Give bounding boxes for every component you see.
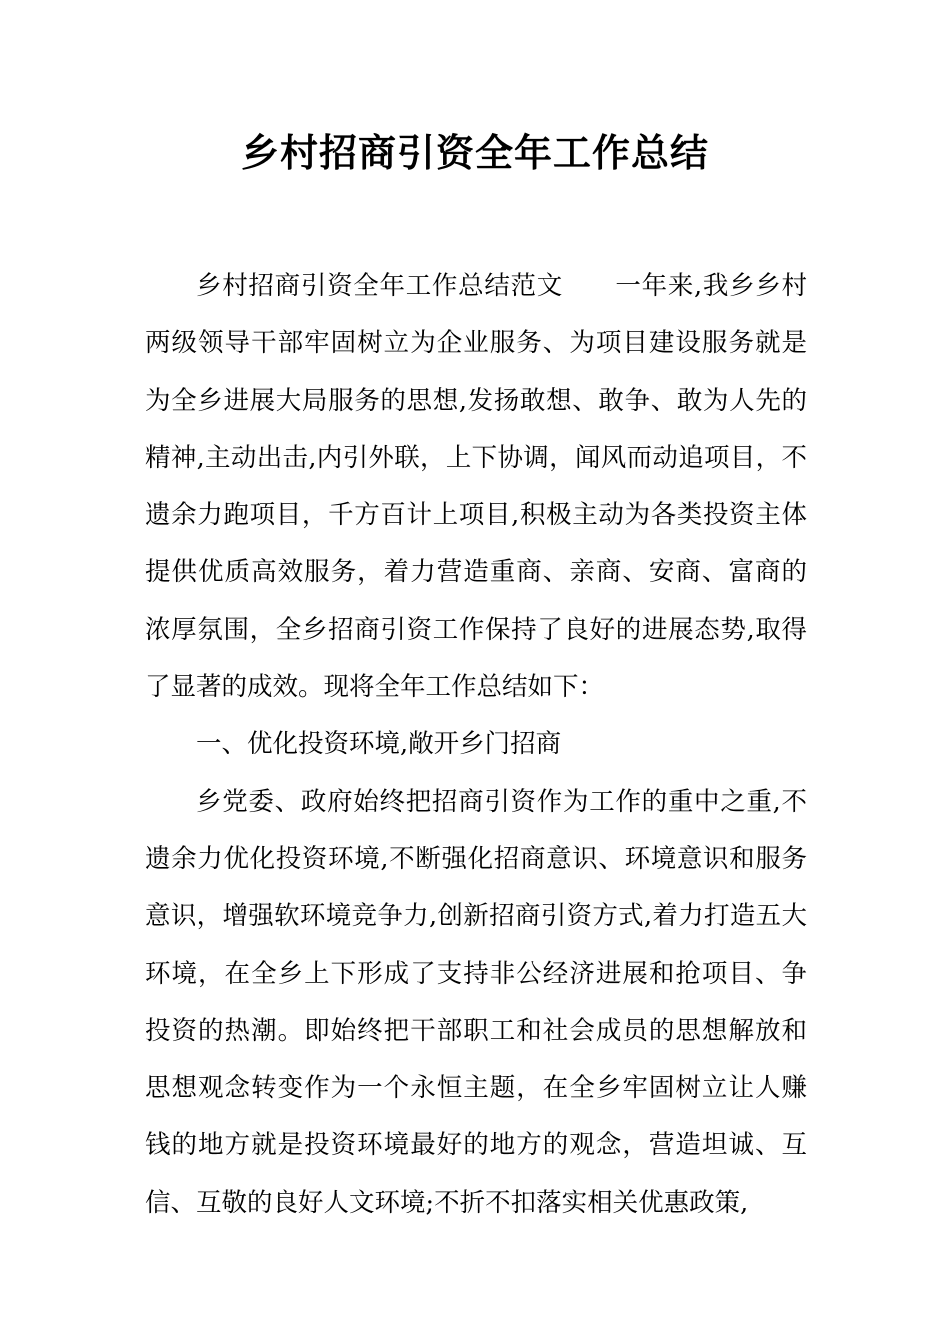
document-body <box>145 258 807 1232</box>
section-heading-1: 一、优化投资环境,敞开乡门招商 <box>196 729 562 760</box>
document-title: 乡村招商引资全年工作总结 <box>240 131 709 175</box>
paragraph-section-1: 乡党委、政府始终把招商引资作为工作的重中之重,不遗余力优化投资环境,不断强化招商意识、环境意识和服务意识，增强软环境竞争力,创新招商引资方式,着力打造五大环境，在全乡上下形成了支持非公经济进展和抢项目、争投资的热潮。即始终把干部职工和社会成员的思想解放和思想观念转变作为一个永恒主题，在全乡牢固树立让人赚钱的地方就是投资环境最好的地方的观念，营造坦诚、互信、互敬的良好人文环境;不折不扣落实相关优惠政策, <box>145 786 807 1218</box>
paragraph-intro: 乡村招商引资全年工作总结范文 一年来,我乡乡村两级领导干部牢固树立为企业服务、为项目建设服务就是为全乡进展大局服务的思想,发扬敢想、敢争、敢为人先的精神,主动出击,内引外联，上下协调，闻风而动追项目，不遗余力跑项目，千方百计上项目,积极主动为各类投资主体提供优质高效服务，着力营造重商、亲商、安商、富商的浓厚氛围，全乡招商引资工作保持了良好的进展态势,取得了显著的成效。现将全年工作总结如下： <box>145 271 807 703</box>
